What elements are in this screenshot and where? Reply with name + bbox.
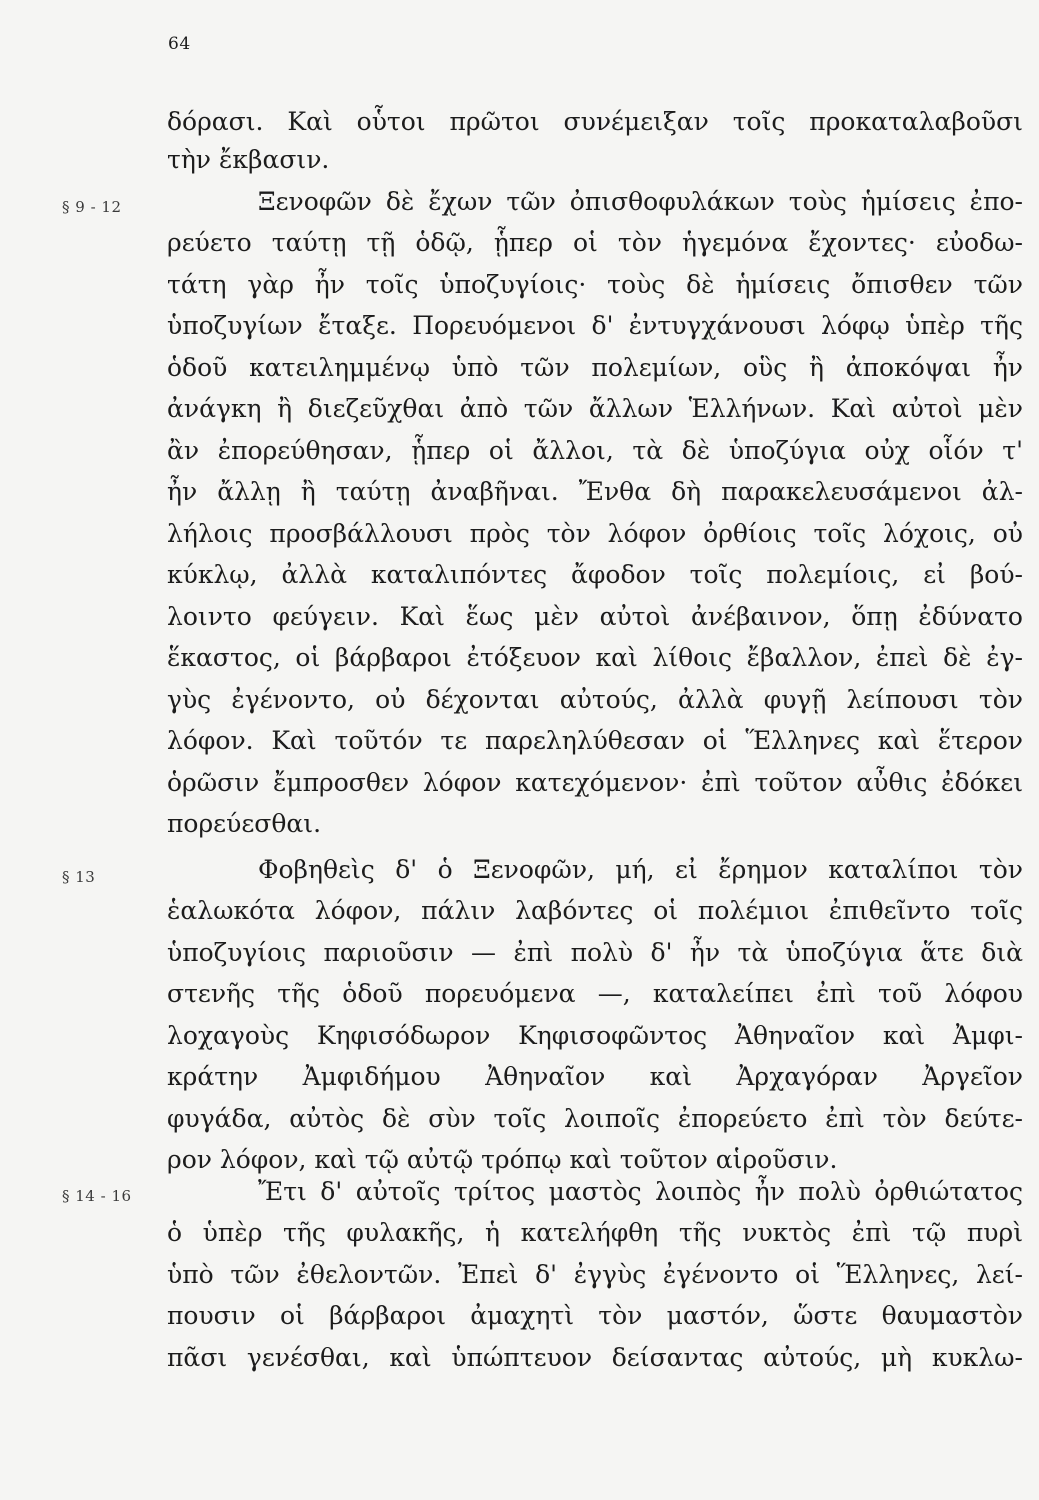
text-line: γὺς ἐγένοντο, οὐ δέχονται αὐτούς, ἀλλὰ φυγῇ λείπουσι τὸν [167,685,1023,714]
text-line: ἂν ἐπορεύθησαν, ᾗπερ οἱ ἄλλοι, τὰ δὲ ὑποζύγια οὐχ οἷόν τ' [167,436,1023,465]
text-line: ὑποζυγίοις παριοῦσιν — ἐπὶ πολὺ δ' ἦν τὰ ὑποζύγια ἅτε διὰ [167,938,1023,967]
text-line: Ἔτι δ' αὐτοῖς τρίτος μαστὸς λοιπὸς ἦν πολὺ ὀρθιώτατος [258,1177,1023,1206]
page-number: 64 [168,34,191,54]
text-line: ὁ ὑπὲρ τῆς φυλακῆς, ἡ κατελήφθη τῆς νυκτὸς ἐπὶ τῷ πυρὶ [167,1218,1023,1247]
text-line: λόφον. Καὶ τοῦτόν τε παρεληλύθεσαν οἱ Ἕλληνες καὶ ἕτερον [167,726,1023,755]
text-line: πουσιν οἱ βάρβαροι ἀμαχητὶ τὸν μαστόν, ὥστε θαυμαστὸν [167,1301,1023,1330]
text-line: ρεύετο ταύτῃ τῇ ὁδῷ, ᾗπερ οἱ τὸν ἡγεμόνα ἔχοντες· εὐοδω- [167,228,1023,257]
text-line: λοχαγοὺς Κηφισόδωρον Κηφισοφῶντος Ἀθηναῖον καὶ Ἀμφι- [167,1021,1023,1050]
text-line: ἕκαστος, οἱ βάρβαροι ἐτόξευον καὶ λίθοις ἔβαλλον, ἐπεὶ δὲ ἐγ- [167,643,1023,672]
text-line: ρον λόφον, καὶ τῷ αὐτῷ τρόπῳ καὶ τοῦτον αἱροῦσιν. [167,1145,838,1174]
text-line: ὑπὸ τῶν ἐθελοντῶν. Ἐπεὶ δ' ἐγγὺς ἐγένοντο οἱ Ἕλληνες, λεί- [167,1260,1023,1289]
text-line: τάτη γὰρ ἦν τοῖς ὑποζυγίοις· τοὺς δὲ ἡμίσεις ὄπισθεν τῶν [167,270,1023,299]
text-line: πορεύεσθαι. [167,809,322,838]
text-line: λοιντο φεύγειν. Καὶ ἕως μὲν αὐτοὶ ἀνέβαινον, ὅπῃ ἐδύνατο [167,602,1023,631]
text-line: ἦν ἄλλῃ ἢ ταύτῃ ἀναβῆναι. Ἔνθα δὴ παρακελευσάμενοι ἀλ- [167,477,1023,506]
text-line: ἑαλωκότα λόφον, πάλιν λαβόντες οἱ πολέμιοι ἐπιθεῖντο τοῖς [167,896,1023,925]
text-line: κράτην Ἀμφιδήμου Ἀθηναῖον καὶ Ἀρχαγόραν Ἀργεῖον [167,1062,1023,1091]
text-line: ὁρῶσιν ἔμπροσθεν λόφον κατεχόμενον· ἐπὶ τοῦτον αὖθις ἐδόκει [167,768,1023,797]
text-line: ὑποζυγίων ἔταξε. Πορευόμενοι δ' ἐντυγχάνουσι λόφῳ ὑπὲρ τῆς [167,311,1023,340]
text-line: Ξενοφῶν δὲ ἔχων τῶν ὀπισθοφυλάκων τοὺς ἡμίσεις ἐπο- [258,187,1023,216]
section-marker-9-12: § 9 - 12 [62,198,122,216]
text-line: τὴν ἔκβασιν. [167,145,330,174]
text-line: φυγάδα, αὐτὸς δὲ σὺν τοῖς λοιποῖς ἐπορεύετο ἐπὶ τὸν δεύτε- [167,1104,1023,1133]
text-line: λήλοις προσβάλλουσι πρὸς τὸν λόφον ὀρθίοις τοῖς λόχοις, οὐ [167,519,1023,548]
section-marker-13: § 13 [62,868,96,886]
text-line: ἀνάγκη ἢ διεζεῦχθαι ἀπὸ τῶν ἄλλων Ἑλλήνων. Καὶ αὐτοὶ μὲν [167,394,1023,423]
text-line: δόρασι. Καὶ οὗτοι πρῶτοι συνέμειξαν τοῖς προκαταλαβοῦσι [167,107,1023,136]
text-line: Φοβηθεὶς δ' ὁ Ξενοφῶν, μή, εἰ ἔρημον καταλίποι τὸν [258,855,1023,884]
text-line: ὁδοῦ κατειλημμένῳ ὑπὸ τῶν πολεμίων, οὓς ἢ ἀποκόψαι ἦν [167,353,1023,382]
text-line: στενῆς τῆς ὁδοῦ πορευόμενα —, καταλείπει ἐπὶ τοῦ λόφου [167,979,1023,1008]
text-line: πᾶσι γενέσθαι, καὶ ὑπώπτευον δείσαντας αὐτούς, μὴ κυκλω- [167,1343,1023,1372]
text-line: κύκλῳ, ἀλλὰ καταλιπόντες ἄφοδον τοῖς πολεμίοις, εἰ βού- [167,560,1023,589]
section-marker-14-16: § 14 - 16 [62,1187,132,1205]
